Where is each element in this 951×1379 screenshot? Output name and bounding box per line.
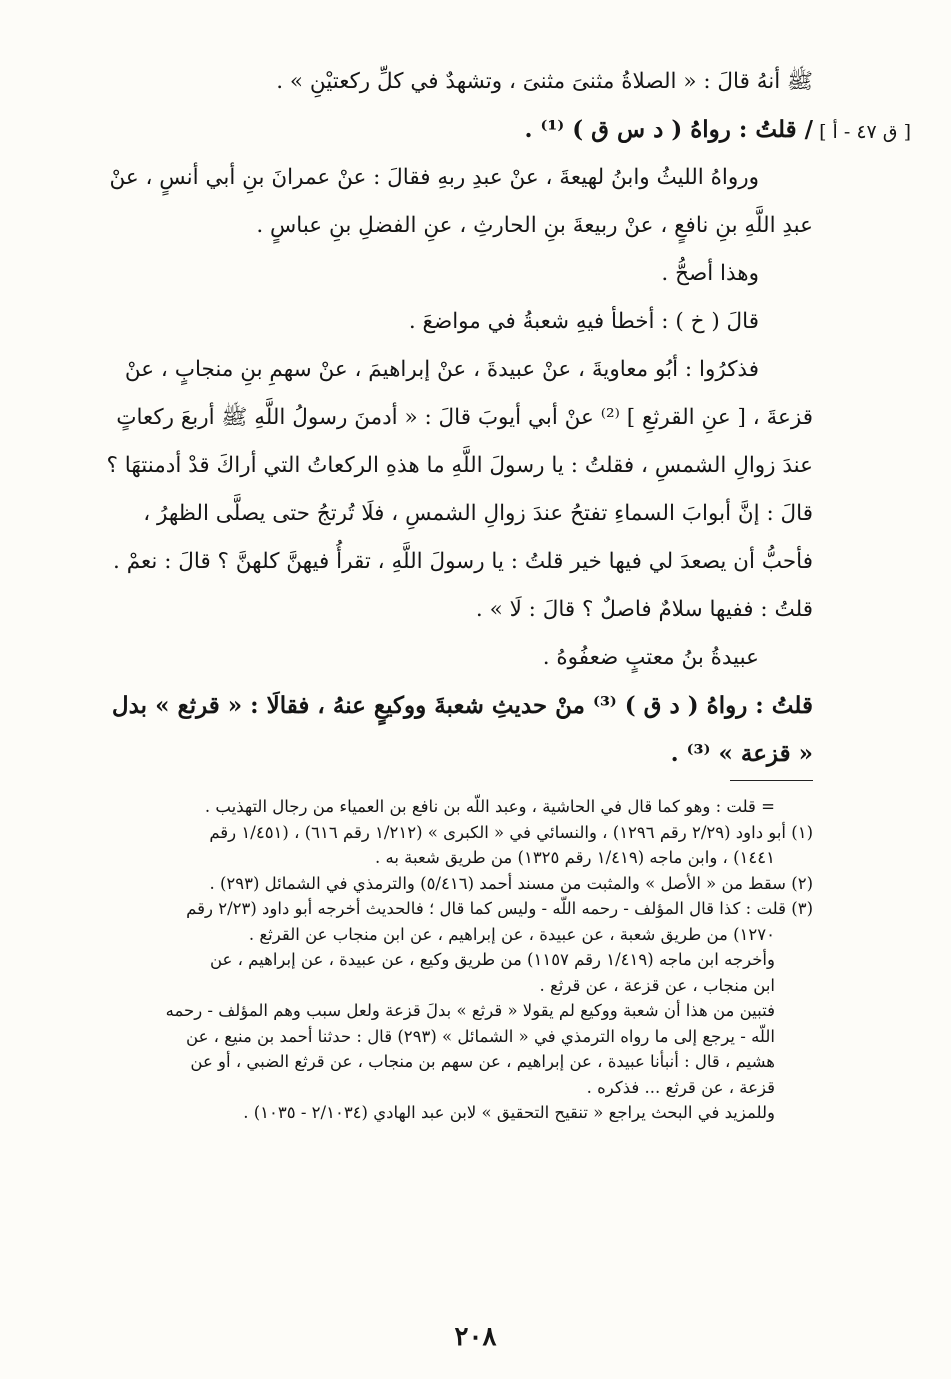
footnote-separator	[730, 780, 813, 781]
text-line-heading: / قلتُ : رواهُ ( د س ق ) ⁽¹⁾ .	[524, 116, 813, 143]
footnote-3-cont: قزعة ، عن قرثع ... فذكره .	[586, 1077, 775, 1097]
text-line-bold: « قزعة » ⁽³⁾ .	[670, 740, 813, 767]
text-line: وهذا أصحُّ .	[661, 261, 759, 286]
main-text	[100, 58, 813, 778]
text-line: قلتُ : ففيها سلامٌ فاصلٌ ؟ قالَ : لَا » .	[475, 597, 813, 622]
text-line: قالَ : إنَّ أبوابَ السماءِ تفتحُ عندَ زوالِ الشمسِ ، فلَا تُرتجُ حتى يصلَّى الظهرُ ،	[143, 501, 813, 526]
footnote-3-cont: ١٢٧٠) من طريق شعبة ، عن عبيدة ، عن إبراهيم ، عن ابن منجاب عن القرثع .	[248, 924, 775, 944]
footnote-3-cont: هشيم ، قال : أنبأنا عبيدة ، عن إبراهيم ، عن سهم بن منجاب ، عن قرثع الضبي ، أو عن	[190, 1052, 775, 1071]
text-line: قالَ ( خ ) : أخطأ فيهِ شعبةُ في مواضعَ .	[408, 309, 759, 334]
text-line: فذكرُوا : أبُو معاويةَ ، عنْ عبيدةَ ، عنْ إبراهيمَ ، عنْ سهمِ بنِ منجابٍ ، عنْ	[124, 357, 759, 382]
footnote-3-cont: اللَّه - يرجع إلى ما رواه الترمذي في « الشمائل » (٢٩٣) قال : حدثنا أحمد بن منيع ، عن	[186, 1026, 775, 1046]
page-number: ٢٠٨	[454, 1322, 497, 1352]
footnote-3-cont: فتبين من هذا أن شعبة ووكيع لم يقولا « قرثع » بدلَ قزعة ولعل سبب وهم المؤلف - رحمه	[165, 1001, 775, 1020]
text-line: عبيدةُ بنُ معتبٍ ضعفُوهُ .	[542, 645, 759, 670]
footnote-3-cont: وأخرجه ابن ماجه (١/٤١٩ رقم ١١٥٧) من طريق وكيع ، عن عبيدة ، عن إبراهيم ، عن	[209, 950, 775, 969]
footnotes	[100, 794, 813, 1126]
footnote-1: (١) أبو داود (٢/٢٩ رقم ١٢٩٦) ، والنسائي في « الكبرى » (١/٢١٢ رقم ٦١٦) ، (١/٤٥١ رقم	[209, 822, 813, 842]
text-line: فأحبُّ أن يصعدَ لي فيها خير قلتُ : يا رسولَ اللَّهِ ، تقرأُ فيهنَّ كلهنَّ ؟ قالَ : نعمْ .	[113, 549, 813, 574]
text-line: ﷺ أنهُ قالَ : « الصلاةُ مثنىَ مثنىَ ، وتشهدٌ في كلِّ ركعتيْنِ » .	[276, 69, 813, 94]
text-line-bold: قلتُ : رواهُ ( د ق ) ⁽³⁾ منْ حديثِ شعبةَ ووكيعٍ عنهُ ، فقالَا : « قرثع » بدل	[111, 692, 813, 719]
text-line: ورواهُ الليثُ وابنُ لهيعةَ ، عنْ عبدِ ربهِ فقالَ : عنْ عمرانَ بنِ أبي أنسٍ ، عنْ	[109, 165, 759, 190]
footnote-1-cont: ١٤٤١) ، وابن ماجه (١/٤١٩ رقم ١٣٢٥) من طريق شعبة به .	[375, 848, 775, 867]
text-line: قزعةَ ، [ عنِ القرثعِ ] ⁽²⁾ عنْ أبي أيوبَ قالَ : « أدمنَ رسولُ اللَّهِ ﷺ أربعَ ركعاتٍ	[116, 405, 813, 430]
footnote-2: (٢) سقط من « الأصل » والمثبت من مسند أحمد (٥/٤١٦) والترمذي في الشمائل (٢٩٣) .	[209, 873, 813, 893]
text-line: عبدِ اللَّهِ بنِ نافعٍ ، عنْ ربيعةَ بنِ الحارثِ ، عنِ الفضلِ بنِ عباسٍ .	[256, 213, 813, 238]
manuscript-folio-note: [ ق ٤٧ - أ ]	[819, 121, 911, 143]
footnote-3-cont: وللمزيد في البحث يراجع « تنقيح التحقيق » لابن عبد الهادي (٢/١٠٣٤ - ١٠٣٥) .	[243, 1103, 775, 1122]
footnote-continuation: = قلت : وهو كما قال في الحاشية ، وعبد اللَّه بن نافع بن العمياء من رجال التهذيب .	[204, 797, 775, 816]
footnote-3: (٣) قلت : كذا قال المؤلف - رحمه اللَّه - وليس كما قال ؛ فالحديث أخرجه أبو داود (٢/٢٣ رقم	[186, 899, 813, 918]
text-line: عندَ زوالِ الشمسِ ، فقلتُ : يا رسولَ اللَّهِ ما هذهِ الركعاتُ التي أراكَ قدْ أدمنتهَا ؟	[106, 453, 813, 478]
footnote-3-cont: ابن منجاب ، عن قزعة ، عن قرثع .	[539, 975, 775, 995]
